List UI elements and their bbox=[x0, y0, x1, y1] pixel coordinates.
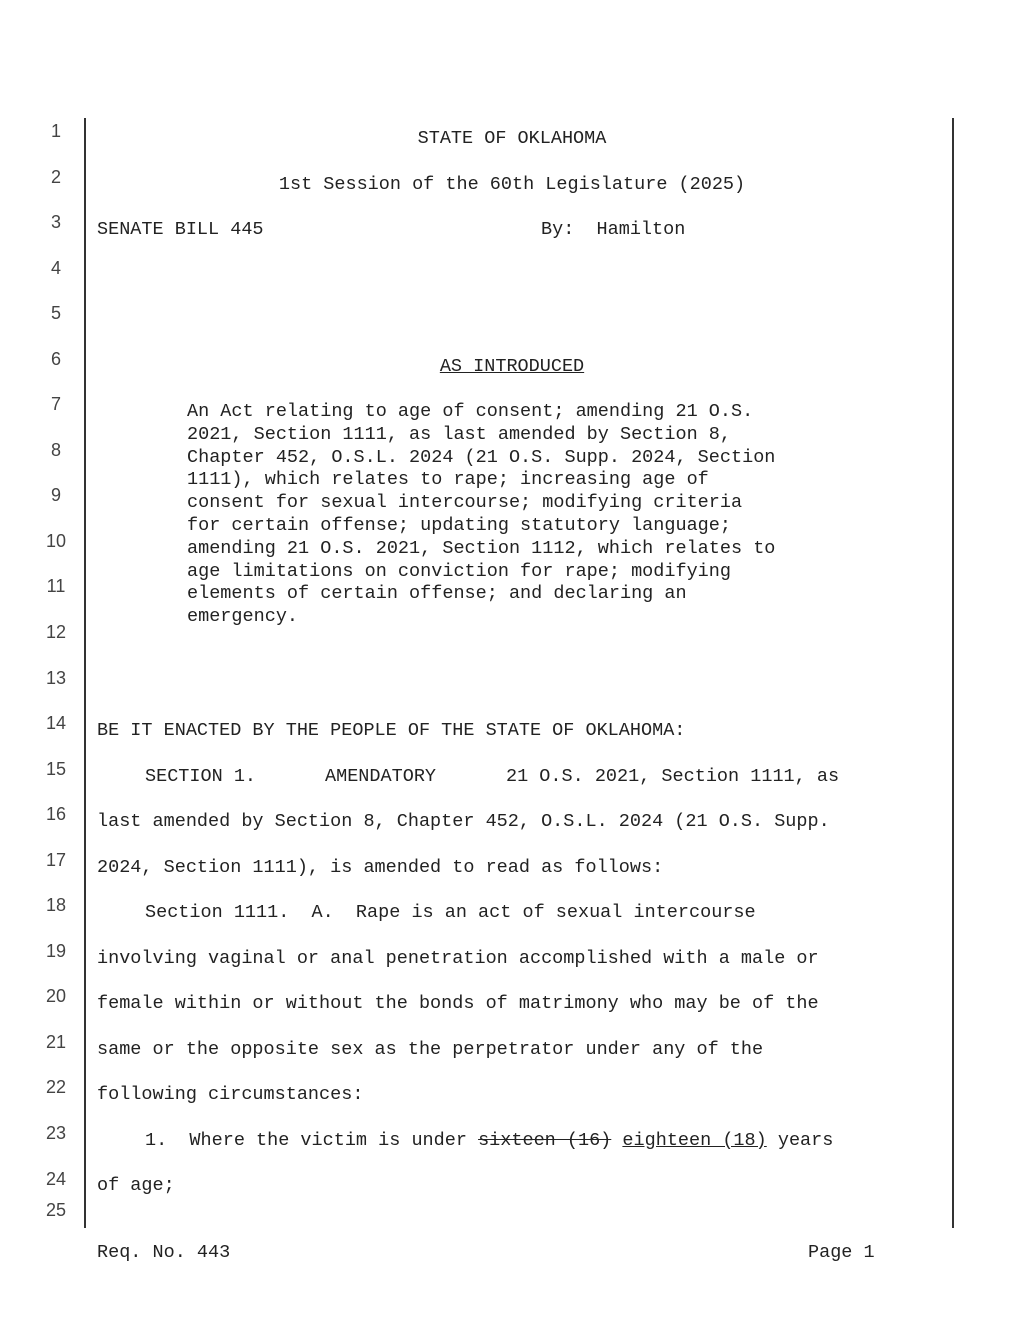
line-number: 13 bbox=[45, 668, 67, 688]
line-number: 9 bbox=[50, 485, 61, 505]
enacting-clause: BE IT ENACTED BY THE PEOPLE OF THE STATE OF OKLAHOMA: bbox=[97, 720, 686, 741]
line-number: 19 bbox=[45, 941, 67, 961]
request-number: Req. No. 443 bbox=[97, 1242, 231, 1263]
body-line-16: last amended by Section 8, Chapter 452, O.S.L. 2024 (21 O.S. Supp. bbox=[97, 811, 830, 832]
body-line-23-end: years bbox=[777, 1130, 834, 1151]
body-line-24: of age; bbox=[97, 1175, 175, 1196]
page-number: Page 1 bbox=[808, 1242, 875, 1263]
line-number: 3 bbox=[50, 212, 61, 232]
body-line-18: Section 1111. A. Rape is an act of sexual intercourse bbox=[145, 902, 756, 923]
body-line-23-text: 1. Where the victim is under bbox=[145, 1130, 479, 1151]
line-number: 15 bbox=[45, 759, 67, 779]
line-number-clipped: 25 bbox=[45, 1200, 67, 1220]
line-number: 6 bbox=[50, 349, 61, 369]
line-number: 21 bbox=[45, 1032, 67, 1052]
line-number: 2 bbox=[50, 167, 61, 187]
line-number: 1 bbox=[50, 121, 61, 141]
body-line-22: following circumstances: bbox=[97, 1084, 364, 1105]
session-heading: 1st Session of the 60th Legislature (2025) bbox=[278, 174, 746, 195]
line-number: 4 bbox=[50, 258, 61, 278]
bill-status: AS INTRODUCED bbox=[439, 356, 585, 377]
line-number: 7 bbox=[50, 394, 61, 414]
section-citation: 21 O.S. 2021, Section 1111, as bbox=[506, 766, 840, 787]
section-label: SECTION 1. bbox=[145, 766, 257, 787]
struck-text: sixteen (16) bbox=[478, 1130, 612, 1151]
bill-author: By: Hamilton bbox=[541, 219, 686, 240]
line-number: 10 bbox=[45, 531, 67, 551]
line-number: 24 bbox=[45, 1169, 67, 1189]
line-number: 17 bbox=[45, 850, 67, 870]
bill-number: SENATE BILL 445 bbox=[97, 219, 264, 240]
line-number: 18 bbox=[45, 895, 67, 915]
body-line-17: 2024, Section 1111), is amended to read as follows: bbox=[97, 857, 664, 878]
line-number: 11 bbox=[46, 576, 66, 596]
inserted-text: eighteen (18) bbox=[622, 1130, 767, 1151]
body-line-21: same or the opposite sex as the perpetrator under any of the bbox=[97, 1039, 764, 1060]
state-heading: STATE OF OKLAHOMA bbox=[417, 128, 607, 149]
line-number: 8 bbox=[50, 440, 61, 460]
line-number: 22 bbox=[45, 1077, 67, 1097]
section-type: AMENDATORY bbox=[325, 766, 437, 787]
line-number: 23 bbox=[45, 1123, 67, 1143]
right-margin-rule bbox=[952, 118, 954, 1228]
left-margin-rule bbox=[84, 118, 86, 1228]
line-number: 20 bbox=[45, 986, 67, 1006]
line-number: 5 bbox=[50, 303, 61, 323]
body-line-20: female within or without the bonds of matrimony who may be of the bbox=[97, 993, 819, 1014]
line-number: 16 bbox=[45, 804, 67, 824]
body-line-19: involving vaginal or anal penetration accomplished with a male or bbox=[97, 948, 819, 969]
line-number: 14 bbox=[45, 713, 67, 733]
line-number: 12 bbox=[45, 622, 67, 642]
bill-title: An Act relating to age of consent; amending 21 O.S. 2021, Section 1111, as last amended by Section 8, Chapter 452, O.S.L. 2024 (21 O.S. Supp. 2024, Section 1111), which relates to rape; increasing age of consent for sexual intercourse; modifying criteria for certain offense; updating statutory language; amending 21 O.S. 2021, Section 1112, which relates to age limitations on conviction for rape; modifying elements of certain offense; and declaring an emergency. bbox=[187, 401, 776, 628]
body-line-23 bbox=[145, 1130, 833, 1152]
